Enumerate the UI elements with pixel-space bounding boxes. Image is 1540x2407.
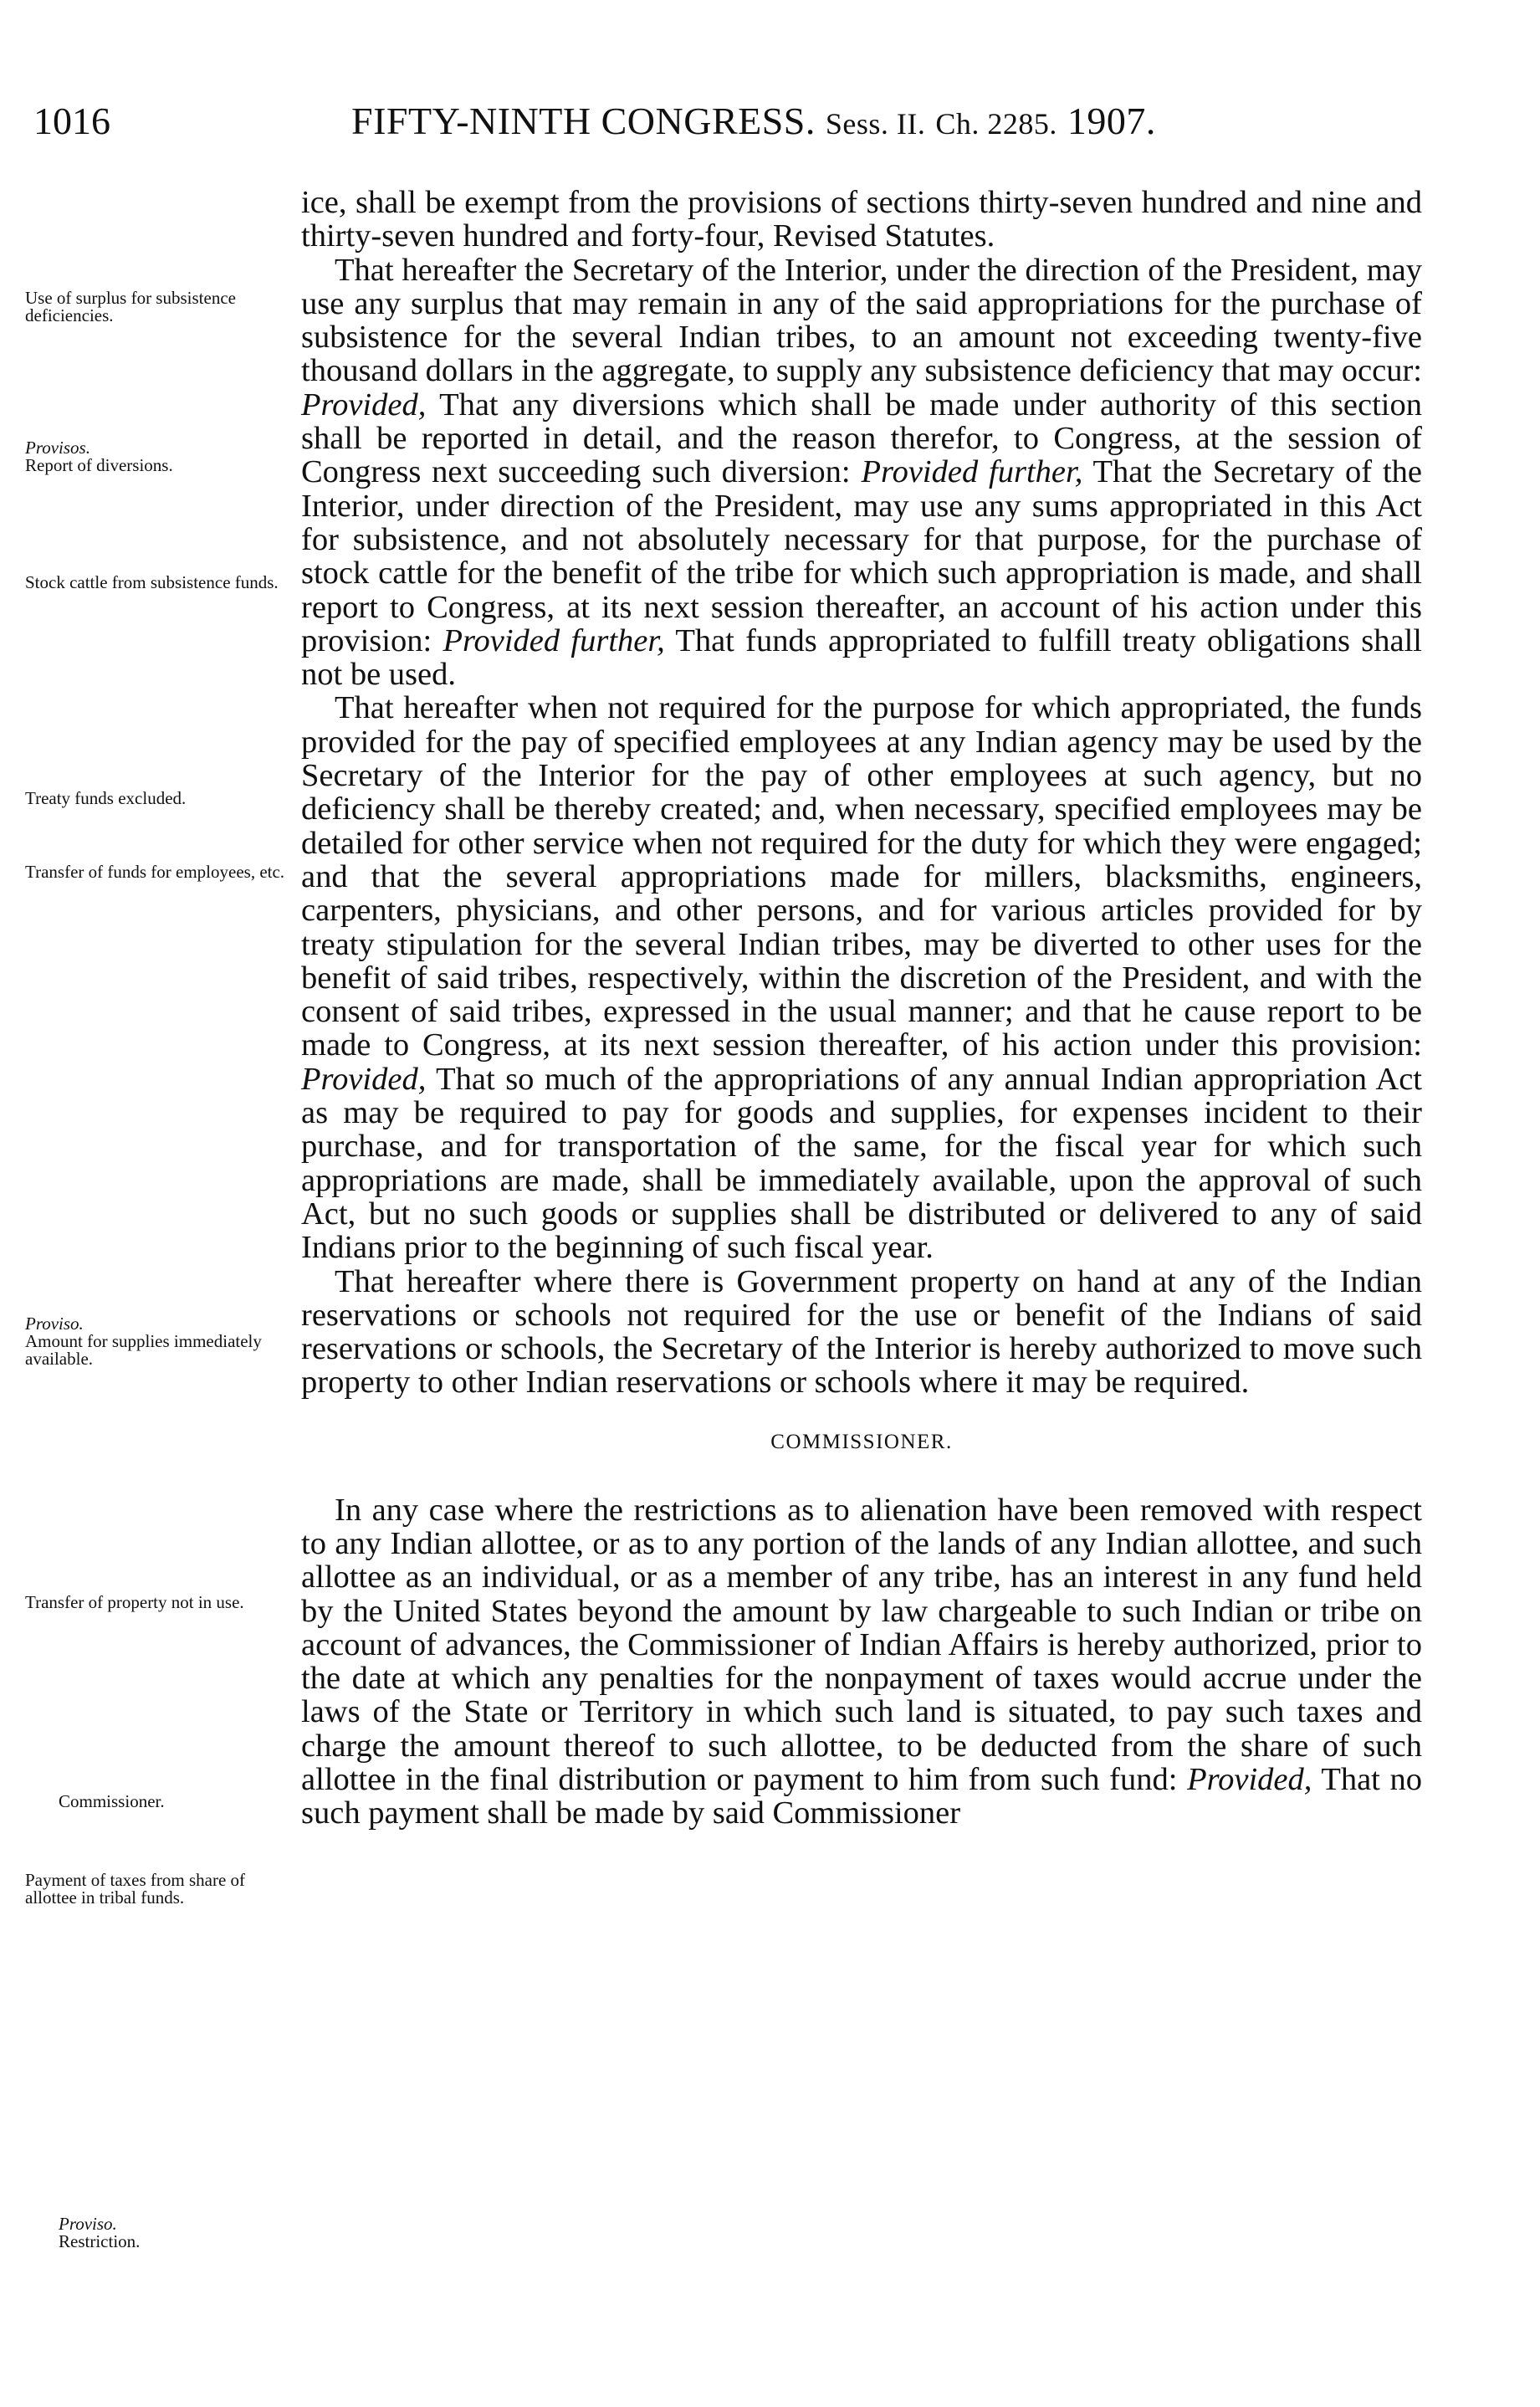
paragraph-5-text: In any case where the restrictions as to alienation have been removed with respect to any Indian allottee, or as to any portion of the lands of any Indian allottee, and such allottee as an individual, or as a member of any tribe, has an interest in any fund held by the United States beyond the amount by law chargeable to such Indian or tribe on account of advances, the Commissioner of Indian Affairs is hereby authorized, prior to the date at which any penalties for the nonpayment of taxes would accrue under the laws of the State or Territory in which such land is situated, to pay such taxes and charge the amount thereof to such allottee, to be deducted from the share of such allottee in the final distribution or payment to him from such fund: [301,1492,1422,1798]
congress-title: FIFTY-NINTH CONGRESS. [351,100,816,142]
margin-note-taxes [25,1872,301,1907]
margin-note-text: Treaty funds excluded. [25,788,187,808]
provided-further-keyword: Provided further, [443,622,665,658]
paragraph-2-text: That any diversions which shall be made under authority of this section shall be reported in detail, and the reason therefor, to Congress, at the session of Congress next succeeding such diversion: [301,387,1423,490]
proviso-label: Proviso. [25,1314,84,1334]
paragraph-3-text: That hereafter when not required for the purpose for which appropriated, the funds provided for the pay of specified employees at any Indian agency may be used by the Secretary of the Interior for the pay of other employees at such agency, but no deficiency shall be thereby created; and, when necessary, specified employees may be detailed for other service when not required for the duty for which they were engaged; and that the several appropriations made for millers, blacksmiths, engineers, carpenters, physicians, and other persons, and for various articles provided for by treaty stipulation for the several Indian tribes, may be diverted to other uses for the benefit of said tribes, respectively, within the discretion of the President, and with the consent of said tribes, expressed in the usual manner; and that he cause report to be made to Congress, at its next session thereafter, of his action under this provision: [301,690,1422,1063]
margin-note-text: Amount for supplies immediately available. [25,1331,262,1369]
margin-note-text: Report of diversions. [25,455,173,475]
margin-note-surplus [25,289,301,325]
section-heading: COMMISSIONER. [770,1430,953,1453]
paragraph-3-text: That so much of the appropriations of any annual Indian appropriation Act as may be required to pay for goods and supplies, for expenses incident to their purchase, and for transportation of the same, for the fiscal year for which such appropriations are made, shall be immediately available, upon the approval of such Act, but no such goods or supplies shall be distributed or delivered to any of said Indians prior to the beginning of such fiscal year. [301,1061,1422,1266]
margin-note-text: Transfer of funds for employees, etc. [25,862,285,882]
provided-keyword: Provided, [1187,1762,1312,1798]
margin-note-text: Payment of taxes from share of allottee in tribal funds. [25,1870,246,1908]
margin-note-text: Commissioner. [59,1791,165,1811]
provided-keyword: Provided, [301,1061,427,1097]
margin-note-text: Use of surplus for subsistence deficiencies. [25,288,236,325]
margin-note-stock [25,574,301,592]
paragraph-2 [301,254,1422,692]
margin-note-text: Restriction. [59,2231,141,2251]
margin-note-text: Stock cattle from subsistence funds. [25,572,279,592]
running-header [33,92,1338,151]
paragraph-2-text: That funds appropriated to fulfill treaty obligations shall not be used. [301,622,1422,693]
margin-note-transfer-funds [25,863,301,881]
margin-note-property [25,1594,301,1611]
margin-note-text: Transfer of property not in use. [25,1592,244,1612]
chapter-label: Ch. 2285. [935,107,1057,141]
session-label: Sess. II. [825,107,926,141]
paragraph-1: ice, shall be exempt from the provisions of sections thirty-seven hundred and nine and thirty-seven hundred and forty-four, Revised Statutes. [301,185,1422,254]
paragraph-2-text: That hereafter the Secretary of the Interior, under the direction of the President, may use any surplus that may remain in any of the said appropriations for the purchase of subsistence for the several Indian tribes, to an amount not exceeding twenty-five thousand dollars in the aggregate, to supply any subsistence deficiency that may occur: [301,252,1422,389]
margin-note-restriction [59,2215,335,2251]
statute-text [301,186,1422,1831]
year-label: 1907. [1067,100,1156,142]
margin-note-diversions [25,439,301,474]
page-number: 1016 [33,100,110,142]
paragraph-5 [301,1493,1422,1831]
provided-further-keyword: Provided further, [861,454,1083,490]
paragraph-5-text: That no such payment shall be made by said Commissioner [301,1762,1423,1831]
paragraph-3 [301,691,1422,1264]
margin-note-supplies [25,1315,301,1368]
provided-keyword: Provided, [301,387,427,423]
running-title [351,92,1156,153]
margin-note-treaty [25,790,301,807]
paragraph-2-text: That the Secretary of the Interior, under direction of the President, may use any sums appropriated in this Act for subsistence, and not absolutely necessary for that purpose, for the purchase of stock cattle for the benefit of the tribe for which such appropriation is made, and shall report to Congress, at its next session thereafter, an account of his action under this provision: [301,454,1423,658]
provisos-label: Provisos. [25,438,90,458]
paragraph-4: That hereafter where there is Government property on hand at any of the Indian reservations or schools not required for the use or benefit of the Indians of said reservations or schools, the Secretary of the Interior is hereby authorized to move such property to other Indian reservations or schools where it may be required. [301,1263,1422,1401]
proviso-label: Proviso. [59,2214,117,2234]
margin-note-commissioner [59,1793,335,1810]
